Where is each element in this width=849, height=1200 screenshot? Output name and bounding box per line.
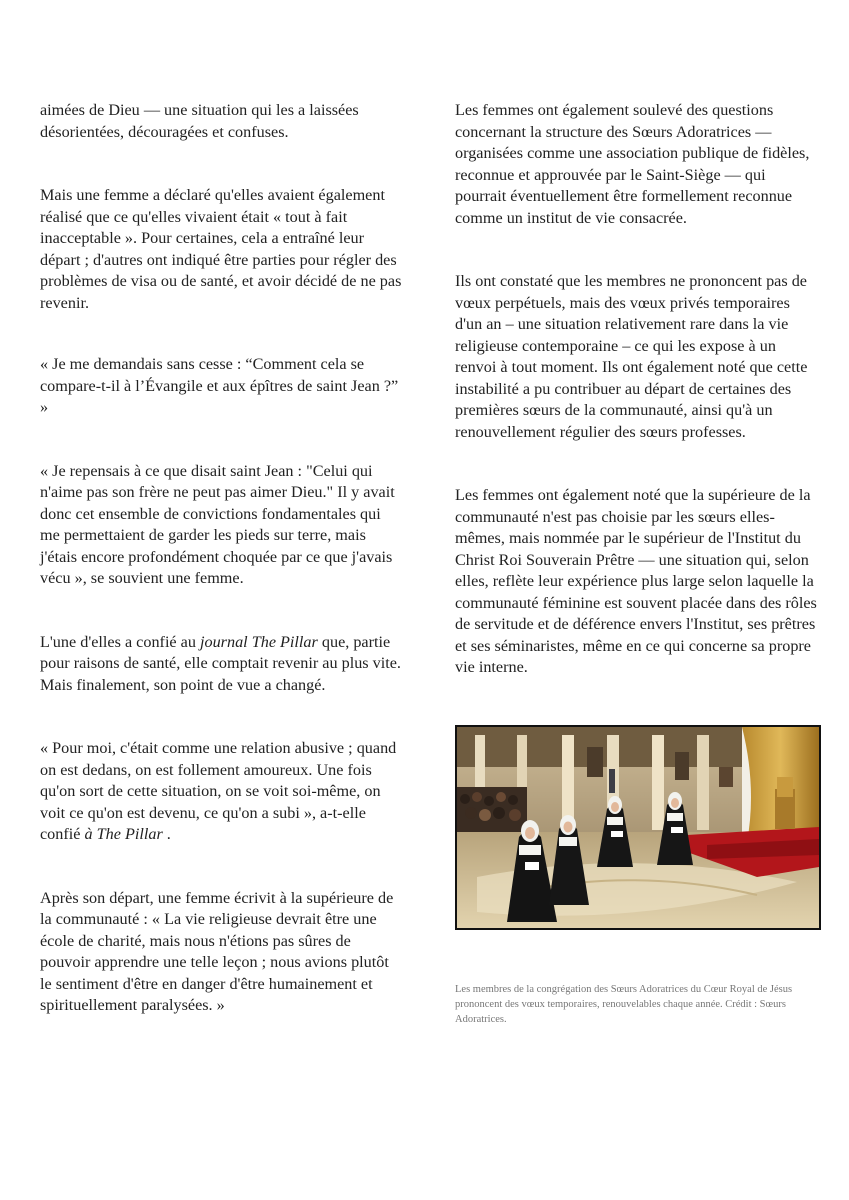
paragraph-6-text-a: « Pour moi, c'était comme une relation abusive ; quand on est dedans, on est follement amoureux. Une fois qu'on sort de cette situation, on se voit soi-même, on voit ce qu'on est devenu, ce qu'on a subi », a-t-elle confié	[40, 739, 397, 843]
paragraph-5-emphasis: journal The Pillar	[200, 632, 318, 651]
paragraph-6-emphasis: à The Pillar	[84, 825, 163, 843]
paragraph-6	[40, 738, 402, 846]
paragraph-2: Mais une femme a déclaré qu'elles avaient également réalisé que ce qu'elles vivaient était « tout à fait inacceptable ». Pour certaines, cela a entraîné leur départ ; d'autres ont indiqué être parties pour régler des problèmes de visa ou de santé, et avoir décidé de ne pas revenir.	[40, 186, 402, 312]
photo-caption: Les membres de la congrégation des Sœurs Adoratrices du Cœur Royal de Jésus prononcent des vœux temporaires, renouvelables chaque année. Crédit : Sœurs Adoratrices.	[455, 983, 793, 1025]
paragraph-6-text-b: .	[162, 825, 171, 843]
paragraph-3: « Je me demandais sans cesse : “Comment cela se compare-t-il à l’Évangile et aux épîtres de saint Jean ?” »	[40, 355, 399, 416]
paragraph-10: Les femmes ont également noté que la supérieure de la communauté n'est pas choisie par les sœurs elles-mêmes, mais nommée par le supérieur de l'Institut du Christ Roi Souverain Prêtre — une situation qui, selon elles, reflète leur expérience plus large selon laquelle la communauté féminine est souvent placée dans des rôles de servitude et de déférence envers l'Institut, ses prêtres et ses séminaristes, même en ce qui concerne sa propre vie interne.	[455, 486, 817, 676]
left-column	[40, 100, 402, 1017]
paragraph-4: « Je repensais à ce que disait saint Jean : "Celui qui n'aime pas son frère ne peut pas aimer Dieu." Il y avait donc cet ensemble de convictions fondamentales qui me permettaient de garder les pieds sur terre, mais j'étais encore profondément choquée par ce que j'avais vécu », se souvient une femme.	[40, 461, 395, 587]
paragraph-9: Ils ont constaté que les membres ne prononcent pas de vœux perpétuels, mais des vœux privés temporaires d'un an – une situation relativement rare dans la vie religieuse contemporaine – ce qui les expose à un renvoi à tout moment. Ils ont également noté que cette instabilité a pu contribuer au départ de certaines des premières sœurs de la communauté, ainsi qu'à un renouvellement régulier des sœurs professes.	[455, 272, 808, 441]
sisters-photo-illustration	[457, 727, 819, 928]
paragraph-1: aimées de Dieu — une situation qui les a laissées désorientées, découragées et confuses.	[40, 101, 359, 141]
sisters-photo	[455, 725, 821, 930]
paragraph-5	[40, 632, 402, 697]
right-column	[455, 100, 820, 1027]
paragraph-7: Après son départ, une femme écrivit à la supérieure de la communauté : « La vie religieuse devrait être une école de charité, mais nous n'étions pas sûres de pouvoir apprendre une telle leçon ; nous avions plutôt le sentiment d'être en danger d'être humainement et spirituellement paralysées. »	[40, 888, 394, 1014]
paragraph-5-text-b: que, partie pour raisons de santé, elle comptait revenir au plus vite. Mais finalement, son point de vue a changé.	[40, 632, 401, 694]
paragraph-5-text-a: L'une d'elles a confié au	[40, 632, 200, 651]
paragraph-8: Les femmes ont également soulevé des questions concernant la structure des Sœurs Adoratrices — organisées comme une association publique de fidèles, reconnue et approuvée par le Saint-Siège — qui pourrait éventuellement être formellement reconnue comme un institut de vie consacrée.	[455, 101, 810, 227]
